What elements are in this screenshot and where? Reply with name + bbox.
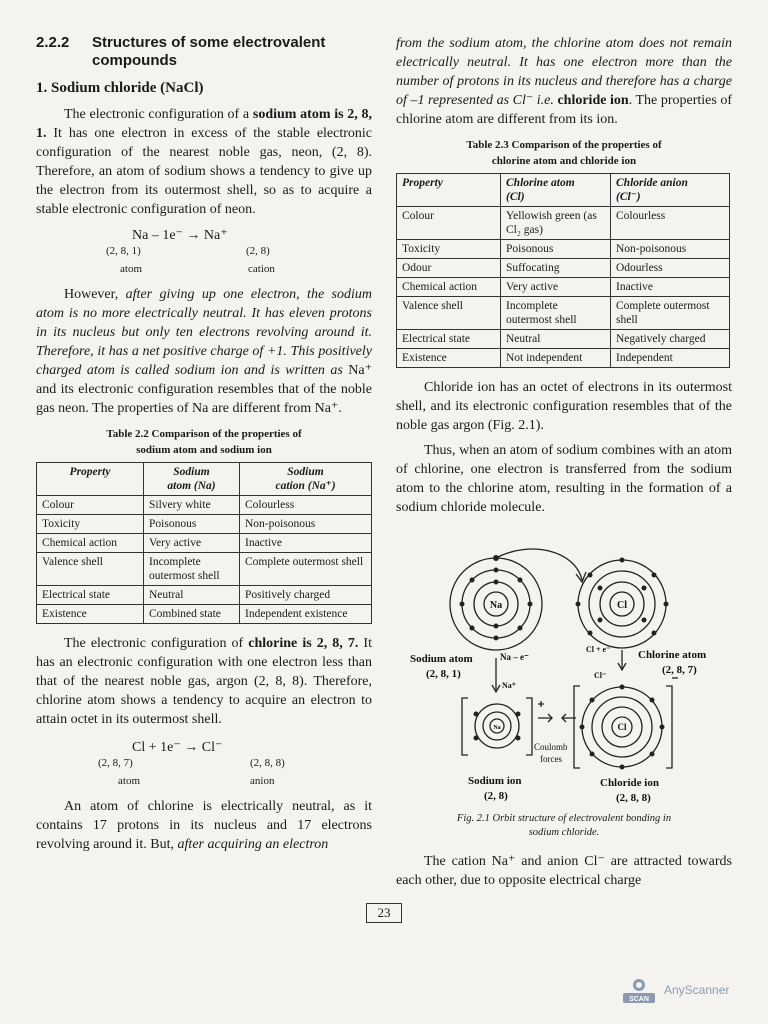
table-2-3-row (397, 207, 730, 240)
table-2-3-header-row (397, 174, 730, 207)
table-2-2-header-atom-line1: Sodium (173, 466, 210, 478)
table-2-2-caption-line2: sodium atom and sodium ion (136, 444, 272, 456)
table-2-2-cell: Valence shell (37, 553, 144, 586)
table-2-2-cell: Colourless (240, 496, 372, 515)
table-2-3-cell: Inactive (611, 278, 730, 297)
table-2-3-cell: Poisonous (501, 240, 611, 259)
sodium-ion-bracket-left (462, 698, 468, 755)
table-2-3-header-anion (611, 174, 730, 207)
table-2-2-cell: Incomplete outermost shell (144, 553, 240, 586)
table-2-3-cell: Independent (611, 349, 730, 368)
table-2-2-cell: Positively charged (240, 586, 372, 605)
para1-text-c: It has one electron in excess of the stable electronic configuration of the nearest noble gas, neon, (2, 8). Therefore, an atom of sodium shows a tendency to give up the electron from its outermost shell, so as to acquire a stable electronic configuration of neon. (36, 126, 372, 217)
equation-chlorine-label-atom: atom (118, 775, 140, 787)
equation-chlorine-config-anion: (2, 8, 8) (250, 757, 285, 769)
chlorine-atom-config: (2, 8, 7) (662, 664, 697, 676)
table-2-2-cell: Poisonous (144, 515, 240, 534)
table-2-2-header-cation (240, 463, 372, 496)
para1-bold: sodium atom is 2, 8, 1. (36, 107, 373, 141)
table-2-2-header-property: Property (37, 463, 144, 496)
cl-plus-e-label: Cl + e⁻ (586, 645, 611, 654)
para5-bold: chloride ion (553, 93, 629, 108)
table-2-2-body (37, 496, 372, 624)
table-2-3-cell: Odourless (611, 259, 730, 278)
para2-italic: after giving up one electron, the sodium atom is no more electrically neutral. It has eleven protons in its nucleus but only ten electrons revolving around it. Therefore, it has a net positive charge of +1. This positively charged atom is called sodium ion and is written as (36, 287, 372, 378)
equation-chlorine-config-atom: (2, 8, 7) (98, 757, 133, 769)
table-2-2 (36, 462, 372, 624)
table-2-2-row (37, 534, 372, 553)
scanner-logo (622, 977, 656, 1003)
para4-italic: after acquiring an electron (177, 837, 329, 852)
table-2-3-cell: Neutral (501, 330, 611, 349)
para-sodium-config (36, 105, 372, 219)
table-2-3-cell: Colour (397, 207, 501, 240)
sodium-atom-config: (2, 8, 1) (426, 668, 461, 680)
table-2-3-row (397, 349, 730, 368)
table-2-2-cell: Silvery white (144, 496, 240, 515)
figure-2-1 (410, 540, 740, 810)
table-2-2-row (37, 496, 372, 515)
table-2-2-cell: Independent existence (240, 605, 372, 624)
table-2-3-cell: Colourless (611, 207, 730, 240)
table-2-3-header-anion-line2: (Cl⁻) (616, 191, 641, 203)
para2-text-a: However, (64, 287, 126, 302)
plus-sign (538, 701, 544, 707)
table-2-2-cell: Colour (37, 496, 144, 515)
coulomb-arrow-right (538, 714, 552, 722)
table-2-3-cell: Not independent (501, 349, 611, 368)
chloride-ion-bracket-right (666, 686, 672, 768)
na-ion-nucleus-label: Na (493, 725, 501, 731)
para-electron-transfer: Thus, when an atom of sodium combines with an atom of chlorine, one electron is transferred from the sodium atom to the chlorine atom, resulting in the formation of a sodium chloride molecule. (396, 443, 732, 515)
table-2-2-caption-line1: Table 2.2 Comparison of the properties of (106, 428, 302, 440)
equation-chlorine-main: Cl + 1e⁻ → Cl⁻ (132, 740, 223, 755)
table-2-3-caption-line2: chlorine atom and chloride ion (491, 155, 637, 167)
table-2-3-cell: Odour (397, 259, 501, 278)
table-2-2-row (37, 515, 372, 534)
table-2-2-header-cation-line2: cation (Na⁺) (275, 480, 336, 492)
para2-text-c: Na⁺ and its electronic configuration resembles that of the noble gas neon. The properties of Na are different from Na⁺. (36, 363, 372, 416)
table-2-2-caption (36, 426, 372, 458)
table-2-3-cell: Incomplete outermost shell (501, 297, 611, 330)
figure-caption-line1: Fig. 2.1 Orbit structure of electrovalent bonding in (456, 813, 672, 824)
cl-minus-label: Cl⁻ (594, 671, 607, 680)
para3-text-c: It has an electronic configuration with one electron less than that of the nearest noble gas, argon (2, 8, 8). Therefore, chlorine atom shows a tendency to acquire an electron to attain octet in its outermost shell. (36, 636, 372, 727)
table-2-2-header-row (37, 463, 372, 496)
table-2-3-header-property: Property (397, 174, 501, 207)
chlorine-atom-label: Chlorine atom (638, 649, 707, 661)
table-2-2-cell: Neutral (144, 586, 240, 605)
table-2-3-header-atom (501, 174, 611, 207)
table-2-2-cell: Existence (37, 605, 144, 624)
table-2-2-header-atom-line2: atom (Na) (167, 480, 216, 492)
table-2-3-header-anion-line1: Chloride anion (616, 177, 688, 189)
table-2-2-cell: Inactive (240, 534, 372, 553)
equation-sodium-config-cation: (2, 8) (246, 245, 270, 257)
table-2-3-row (397, 330, 730, 349)
table-2-3-cell: Non-poisonous (611, 240, 730, 259)
cl-nucleus-label: Cl (617, 600, 627, 611)
sodium-ion-config: (2, 8) (484, 790, 508, 802)
na-nucleus-label: Na (489, 600, 503, 611)
table-2-3-header-atom-line2: (Cl) (506, 191, 525, 203)
equation-sodium-label-cation: cation (248, 263, 275, 275)
table-2-3-cell: Suffocating (501, 259, 611, 278)
table-2-2-cell: Non-poisonous (240, 515, 372, 534)
section-title-line2: compounds (92, 52, 177, 69)
figure-2-1-caption (396, 812, 732, 840)
sodium-electron-outer (493, 555, 499, 561)
subsection-heading-nacl: 1. Sodium chloride (NaCl) (36, 80, 204, 96)
scanner-name: AnyScanner (664, 983, 730, 997)
table-2-2-row (37, 605, 372, 624)
table-2-3 (396, 173, 730, 368)
table-2-3-row (397, 297, 730, 330)
table-2-3-cell: Toxicity (397, 240, 501, 259)
table-2-3-cell: Very active (501, 278, 611, 297)
chloride-ion-label: Chloride ion (600, 777, 659, 789)
na-plus-label: Na⁺ (502, 681, 516, 690)
table-2-3-cell: Complete outermost shell (611, 297, 730, 330)
left-column (36, 34, 372, 854)
table-2-3-body (397, 207, 730, 368)
para-sodium-ion (36, 285, 372, 418)
table-2-3-cell: Negatively charged (611, 330, 730, 349)
equation-chlorine-label-anion: anion (250, 775, 275, 787)
sodium-ion-bracket-right (526, 698, 532, 755)
scanner-watermark (622, 977, 729, 1003)
para-chlorine-neutral (36, 797, 372, 854)
equation-sodium (36, 227, 372, 279)
table-2-3-cell: Yellowish green (as Cl₂ gas) (501, 207, 611, 240)
table-2-2-header-cation-line1: Sodium (287, 466, 324, 478)
table-2-3-header-atom-line1: Chlorine atom (506, 177, 575, 189)
section-heading (36, 34, 372, 70)
para3-text-a: The electronic configuration of (64, 636, 249, 651)
table-2-2-row (37, 553, 372, 586)
para4-text-a: An atom of chlorine is electrically neutral, as it contains 17 protons in its nucleus and 17 electrons revolving around it. But, (36, 799, 372, 852)
para-chlorine-config (36, 634, 372, 729)
figure-caption-line2: sodium chloride. (528, 827, 600, 838)
para-attraction: The cation Na⁺ and anion Cl⁻ are attracted towards each other, due to opposite electrical charge (396, 854, 732, 888)
table-2-2-cell: Combined state (144, 605, 240, 624)
chloride-ion-config: (2, 8, 8) (616, 792, 651, 804)
table-2-2-row (37, 586, 372, 605)
table-2-2-cell: Toxicity (37, 515, 144, 534)
table-2-2-cell: Electrical state (37, 586, 144, 605)
equation-sodium-config-atom: (2, 8, 1) (106, 245, 141, 257)
transfer-arrow (496, 549, 582, 580)
para5-text-c: . The properties of chlorine atom are different from its ion. (396, 93, 733, 127)
equation-chlorine (36, 739, 372, 791)
table-2-2-cell: Very active (144, 534, 240, 553)
table-2-3-caption (396, 137, 732, 169)
table-2-2-cell: Chemical action (37, 534, 144, 553)
scanner-logo-text: SCAN (629, 996, 649, 1003)
table-2-3-row (397, 259, 730, 278)
section-title-line1: Structures of some electrovalent (92, 34, 326, 51)
page-number: 23 (366, 903, 402, 923)
chloride-ion-bracket-left (574, 686, 580, 768)
cl-ion-nucleus-label: Cl (617, 722, 627, 732)
table-2-3-cell: Existence (397, 349, 501, 368)
para5-italic: from the sodium atom, the chlorine atom does not remain electrically neutral. It has one electron more than the number of protons in its nucleus and therefore has a charge of –1 represented as Cl⁻ i.e. (396, 36, 732, 108)
table-2-3-row (397, 240, 730, 259)
forces-label: forces (540, 754, 562, 764)
para1-text-a: The electronic configuration of a (64, 107, 253, 122)
right-column (396, 34, 732, 517)
section-number: 2.2.2 (36, 34, 70, 51)
table-2-3-row (397, 278, 730, 297)
na-minus-e-label: Na – e⁻ (500, 652, 529, 662)
coulomb-label: Coulomb (534, 742, 568, 752)
table-2-3-cell: Valence shell (397, 297, 501, 330)
table-2-3-cell: Chemical action (397, 278, 501, 297)
para3-bold: chlorine is 2, 8, 7. (248, 636, 359, 651)
table-2-2-header-atom (144, 463, 240, 496)
table-2-3-caption-line1: Table 2.3 Comparison of the properties of (466, 139, 662, 151)
para-octet: Chloride ion has an octet of electrons in its outermost shell, and its electronic configuration resembles that of the noble gas argon (Fig. 2.1). (396, 380, 732, 433)
table-2-3-cell: Electrical state (397, 330, 501, 349)
para-chloride-ion (396, 34, 732, 129)
equation-sodium-main: Na – 1e⁻ → Na⁺ (132, 228, 228, 243)
sodium-ion-label: Sodium ion (468, 775, 522, 787)
table-2-2-cell: Complete outermost shell (240, 553, 372, 586)
sodium-atom-label: Sodium atom (410, 653, 473, 665)
equation-sodium-label-atom: atom (120, 263, 142, 275)
